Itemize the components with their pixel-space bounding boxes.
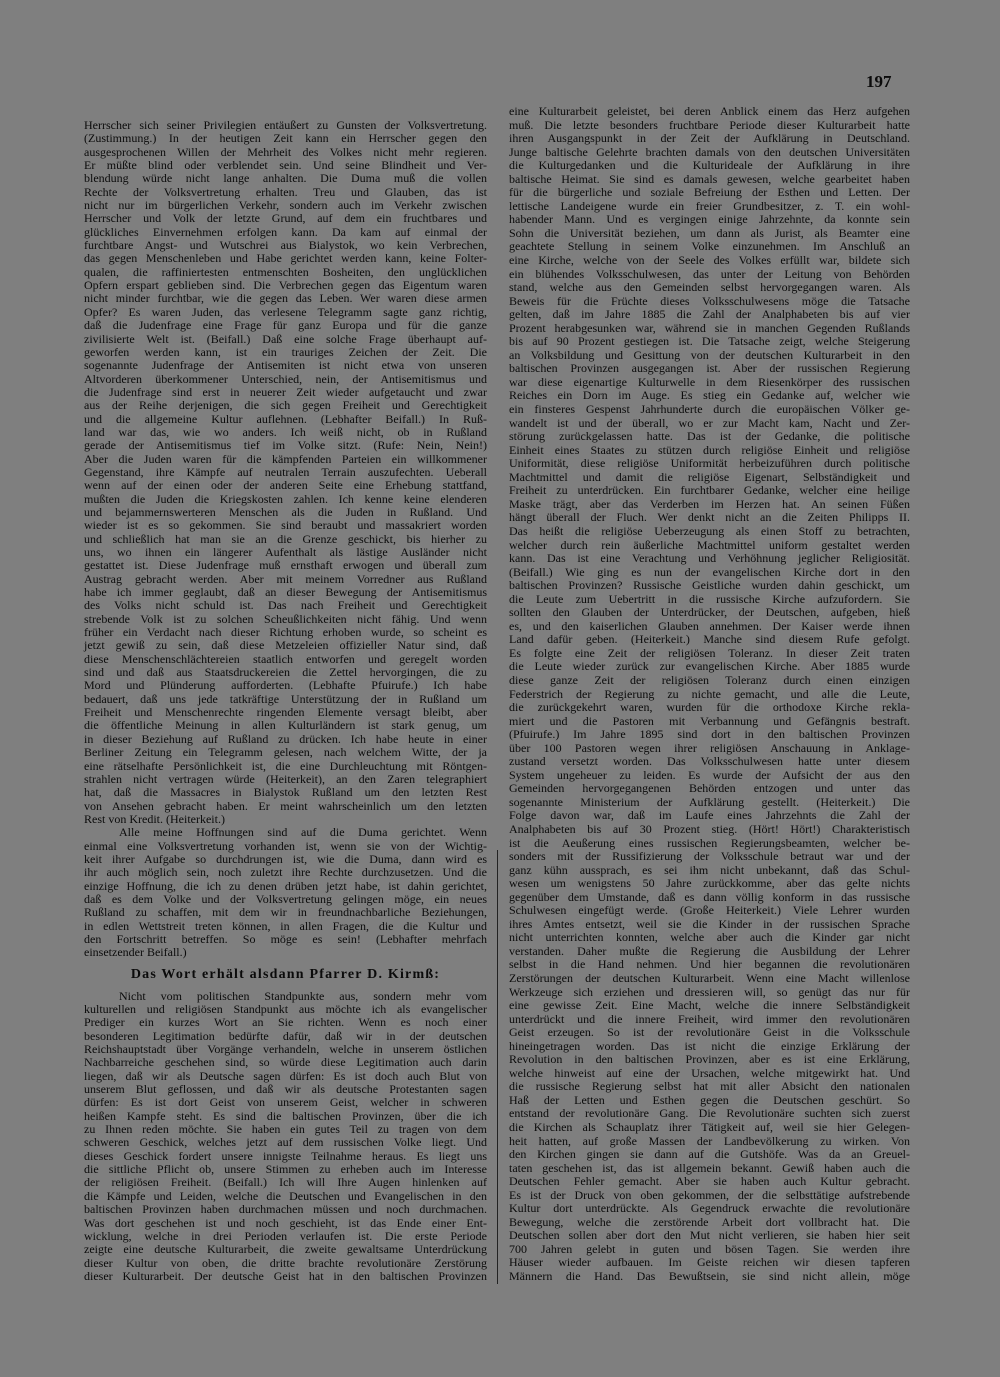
text-line: früher ein Verdacht nach dieser Richtung erhoben wurde, so scheint es <box>84 625 487 640</box>
text-line: Bewegung, welche die zerstörende Arbeit dort vollbracht hat. Die <box>509 1214 910 1229</box>
text-line: Revolution in den baltischen Provinzen, aber es ist eine Erklärung, <box>509 1052 910 1067</box>
text-line: gestattet ist. Diese Judenfrage muß ernsthaft erwogen und überall zum <box>84 558 487 573</box>
text-line: blendung würde nicht lange anhalten. Die Duma muß die vollen <box>84 171 487 186</box>
text-line: des Volks nicht schuld ist. Das nach Freiheit und Gerechtigkeit <box>84 598 487 613</box>
text-line: jetzt gewiß zu sein, daß diese Metzeleien offizieller Natur sind, daß <box>84 638 487 653</box>
text-line: keit ihrer Aufgabe so durchdrungen ist, wie die Duma, dann wird es <box>84 851 487 866</box>
text-line: und die allgemeine Kultur auflehnen. (Lebhafter Beifall.) In Ruß- <box>84 411 487 426</box>
text-line: von Ansehen gebracht haben. Er meint wahrscheinlich um den letzten <box>84 798 487 813</box>
text-line: Opfern erspart geblieben sind. Die Verbrechen gegen das Eigentum waren <box>84 278 487 293</box>
text-line: habender Mann. Und es vergingen einige Jahrzehnte, da konnte sein <box>509 212 910 227</box>
text-line: Rechte der Volksvertretung erhalten. Treu und Glauben, das ist <box>84 184 487 199</box>
text-line: Aber die Juden waren für die kämpfenden Parteien ein willkommener <box>84 451 487 466</box>
text-line: dieser Kulturarbeit. Der deutsche Geist hat in den baltischen Provinzen <box>84 1268 487 1283</box>
text-line: die Leute zum Uebertritt in die russische Kirche aufzufordern. Sie <box>509 591 910 606</box>
text-line: Folge davon war, daß im Laufe eines Jahrzehnts die Zahl der <box>509 808 910 823</box>
text-line: geachtete Stellung in seinem Volke einzunehmen. Im Anschluß an <box>509 239 910 254</box>
text-line: Federstrich der Regierung zu nichte gemacht, und alle die Leute, <box>509 686 910 701</box>
text-line: (Zustimmung.) In der heutigen Zeit kann ein Herrscher gegen den <box>84 131 487 146</box>
text-line: nicht unterrichten konnten, welche aber auch die Kinder gar nicht <box>509 930 910 945</box>
text-line: geworfen werden kann, ist ein trauriges Zeichen der Zeit. Die <box>84 344 487 359</box>
text-line: war diese eigenartige Kulturwelle in dem Riesenkörper des russischen <box>509 374 910 389</box>
text-line: sogenannte Judenfrage der Antisemiten ist nicht etwa von unseren <box>84 358 487 373</box>
text-line: eine Kirche, welche von der Seele des Volkes erfüllt war, bildete sich <box>509 253 910 268</box>
text-line: Haß der Letten und Esthen gegen die Deutschen geschürt. So <box>509 1092 910 1107</box>
text-line: stand, welche aus den Gemeinden selbst hervorgegangen waren. Als <box>509 280 910 295</box>
text-line: Werkzeuge sich erziehen und dressieren will, so genügt das nur für <box>509 984 910 999</box>
text-line: baltische Heimat. Sie sind es damals gewesen, welche gearbeitet haben <box>509 171 910 186</box>
text-line: strahlen nicht vertragen würde (Heiterkeit), an den Zaren telegraphiert <box>84 771 487 786</box>
text-line: (Pfuirufe.) Im Jahre 1895 sind dort in den baltischen Provinzen <box>509 727 910 742</box>
text-line: wesen um wenigstens 50 Jahre zurückkomme, aber das gelte nichts <box>509 876 910 891</box>
text-line: sonders mit der Russifizierung der Volksschule betraut war und der <box>509 849 910 864</box>
text-line: störung zurückgelassen hatte. Das ist der Gedanke, die politische <box>509 429 910 444</box>
text-line: einzige Hoffnung, die ich zu denen drüben jetzt habe, ist dahin gerichtet, <box>84 878 487 893</box>
text-line: Freiheit und Menschenrechte ringenden Elemente versagt bleibt, aber <box>84 705 487 720</box>
text-line: daß es dem Volke und der Volksvertretung gelingen möge, ein neues <box>84 891 487 906</box>
text-line: habe ich immer geglaubt, daß an dieser Bewegung der Antisemitismus <box>84 585 487 600</box>
paragraph <box>84 990 487 1284</box>
text-line: Schulwesen eingefügt werde. (Große Heiterkeit.) Viele Lehrer wurden <box>509 903 910 918</box>
text-line: wenn auf der einen oder der anderen Seite eine Erhebung stattfand, <box>84 478 487 493</box>
text-line: baltischen Provinzen? Russische Geistliche wurden dahin geschickt, um <box>509 578 910 593</box>
text-line: sollten den Glauben der Unterdrücker, der Deutschen, aufgeben, hieß <box>509 605 910 620</box>
text-line: zu Ihnen reden möchte. Sie haben ein gutes Teil zu tragen von dem <box>84 1122 487 1137</box>
text-line: Geist erzeugen. So ist der revolutionäre Geist in die Volksschule <box>509 1025 910 1040</box>
text-line: Reichshauptstadt über Vorgänge verhandeln, welche in unserem östlichen <box>84 1042 487 1057</box>
text-line: gerade der Antisemitismus tief im Volke sitzt. (Rufe: Nein, Nein!) <box>84 438 487 453</box>
text-line: dürfen: Es ist dort Geist von unserem Geist, welcher in schweren <box>84 1095 487 1110</box>
text-line: nicht minder furchtbar, wie die gegen das Leben. Wer waren diese armen <box>84 291 487 306</box>
text-line: Herrscher und Volk der letzte Grund, auf dem ein fruchtbares und <box>84 211 487 226</box>
text-line: hängt überall der Fluch. Wer denkt nicht an die Zeiten Philipps II. <box>509 510 910 525</box>
text-line: muß. Die letzte besonders fruchtbare Periode dieser Kulturarbeit hatte <box>509 117 910 132</box>
text-line: Nicht vom politischen Standpunkte aus, sondern mehr vom <box>119 988 487 1003</box>
text-line: Austrag gebracht werden. Aber mit meinem Vorredner aus Rußland <box>84 571 487 586</box>
text-line: Es folgte eine Zeit der religiösen Toleranz. In dieser Zeit traten <box>509 645 910 660</box>
text-line: diese ganze Zeit der religiösen Toleranz durch einen einzigen <box>509 672 910 687</box>
page-number: 197 <box>866 72 892 91</box>
text-line: Mord und Plünderung aufforderten. (Lebhafte Pfuirufe.) Ich habe <box>84 678 487 693</box>
speaker-heading: Das Wort erhält alsdann Pfarrer D. Kirmß: <box>130 966 441 982</box>
text-line: Altvorderen überkommener Unterschied, nein, der Antisemitismus und <box>84 371 487 386</box>
text-line: an Volksbildung und Gesittung von der deutschen Kulturarbeit in den <box>509 347 910 362</box>
text-line: taten geschehen ist, das ist allgemein bekannt. Gewiß haben auch die <box>509 1160 910 1175</box>
text-line: einsetzender Beifall.) <box>84 945 187 960</box>
text-line: und bejammernswerteren Menschen als die Juden in Rußland. Und <box>84 504 487 519</box>
text-line: zeigte eine deutsche Kulturarbeit, die zweite gewaltsame Unterdrückung <box>84 1242 487 1257</box>
text-line: heit hatten, auf große Massen der Landbevölkerung zu wirken. Von <box>509 1133 910 1148</box>
text-line: liegen, daß wir als Deutsche sagen dürfen: Es ist doch auch Blut von <box>84 1068 487 1083</box>
text-line: wandelt ist und der überall, wo er zur Macht kam, Nacht und Zer- <box>509 415 910 430</box>
text-line: qualen, die raffiniertesten entmenschten Bosheiten, den unglücklichen <box>84 264 487 279</box>
text-line: die russische Regierung selbst hat mit aller Absicht den nationalen <box>509 1079 910 1094</box>
text-line: die Kämpfe und Leiden, welche die Deutschen und Evangelischen in den <box>84 1188 487 1203</box>
text-line: eine rätselhafte Persönlichkeit ist, die eine Durchleuchtung mit Röntgen- <box>84 758 487 773</box>
text-line: eine gewisse Zeit. Eine Macht, welche die innere Selbständigkeit <box>509 998 910 1013</box>
text-line: Nachbarreiche geschehen sind, so würde diese Legitimation auch darin <box>84 1055 487 1070</box>
text-line: bis auf 90 Prozent gestiegen ist. Die Tatsache zeigt, welche Steigerung <box>509 334 910 349</box>
text-line: dieser Kultur von oben, die dritte brachte revolutionäre Zerstörung <box>84 1255 487 1270</box>
text-line: die öffentliche Meinung in allen Kulturländern ist stark genug, um <box>84 718 487 733</box>
text-line: baltischen Provinzen ausgegangen ist. Aber der russischen Regierung <box>509 361 910 376</box>
text-line: heißen Kampfe steht. Es sind die baltischen Provinzen, über die ich <box>84 1108 487 1123</box>
text-line: in dieser Beziehung auf Rußland zu drücken. Ich habe heute in einer <box>84 731 487 746</box>
text-line: wicklung, welche in drei Perioden verlaufen ist. Die erste Periode <box>84 1228 487 1243</box>
paragraph <box>84 826 487 959</box>
text-line: hat, daß die Massacres in Bialystok Rußland um den letzten Rest <box>84 785 487 800</box>
text-line: Zerstörungen der deutschen Kulturarbeit. Wenn eine Macht willenlose <box>509 971 910 985</box>
text-line: welcher durch rein äußerliche Machtmittel uniform gestaltet werden <box>509 537 910 552</box>
text-line: 700 Jahren gelebt in guten und bösen Tagen. Sie werden ihre <box>509 1241 910 1256</box>
text-line: Machtmittel und damit die religiöse Eigenart, Selbständigkeit und <box>509 469 910 484</box>
text-line: kann. Das ist eine Verachtung und Verhöhnung jeglicher Religiosität. <box>509 551 910 566</box>
text-line: in edlen Wettstreit treten können, in allen Fragen, die die Kultur und <box>84 918 487 933</box>
text-line: und schließlich hat man sie an die Grenze geschickt, bis hierher zu <box>84 531 487 546</box>
text-line: Land dafür geben. (Heiterkeit.) Manche sind diesem Rufe gefolgt. <box>509 632 910 647</box>
text-line: Gegenstand, ihre Kämpfe auf neutralen Terrain auszufechten. Ueberall <box>84 464 487 479</box>
text-line: Deutschen sollen aber dort den Mut nicht verlieren, sie haben hier seit <box>509 1228 910 1243</box>
text-line: hineingetragen worden. Das ist nicht die einzige Erklärung der <box>509 1038 910 1053</box>
text-line: die Kulturgedanken und die Kulturideale der Aufklärung in ihre <box>509 158 910 173</box>
text-line: Freiheit zu unterdrücken. Ein furchtbarer Gedanke, welcher eine heilige <box>509 483 910 498</box>
text-line: Einheit eines Staates zu stützen durch religiöse Einheit und religiöse <box>509 442 910 457</box>
column-divider <box>497 850 498 1284</box>
text-line: besonderen Legitimation bedürfte dafür, daß wir in der deutschen <box>84 1028 487 1043</box>
text-line: land war das, wie wo anders. Ich weiß nicht, ob in Rußland <box>84 424 487 439</box>
text-line: es, und den kaiserlichen Glauben annehmen. Der Kaiser werde ihnen <box>509 618 910 633</box>
text-line: schweren Geschick, welches jetzt auf dem russischen Volke liegt. Und <box>84 1135 487 1150</box>
text-line: Maske trägt, aber das Verderben im Herzen hat. An seinen Füßen <box>509 496 910 511</box>
text-line: die zurückgekehrt waren, wurden für die orthodoxe Kirche rekla- <box>509 700 910 715</box>
text-line: für die bürgerliche und soziale Befreiung der Esthen und Letten. Der <box>509 185 910 200</box>
text-line: kulturellen und religiösen Standpunkt aus möchte ich als evangelischer <box>84 1002 487 1016</box>
text-line: lettische Landeigene wurde ein freier Grundbesitzer, z. T. ein wohl- <box>509 198 910 213</box>
text-line: ganz kühn aussprach, es sei ihm nicht unbekannt, daß das Schul- <box>509 862 910 877</box>
text-line: die Leute wieder zurück zur evangelischen Kirche. Aber 1885 wurde <box>509 659 910 674</box>
text-line: glückliches Einvernehmen erfolgen kann. Da kam auf einmal der <box>84 224 487 239</box>
left-column <box>84 119 487 1283</box>
paragraph <box>509 105 910 1284</box>
text-line: die sittliche Pflicht ob, unsere Stimmen zu erheben auch im Interesse <box>84 1162 487 1177</box>
text-line: verstanden. Daher mußte die Regierung die Ausbildung der Lehrer <box>509 943 910 958</box>
text-line: ein blühendes Volksschulwesen, das unter der Leitung von Behörden <box>509 266 910 281</box>
text-line: miert und die Pastoren mit Verbannung und Gefängnis bestraft. <box>509 713 910 728</box>
right-column <box>509 105 910 1284</box>
text-line: Prediger ein kurzes Wort an Sie richten. Wenn es noch einer <box>84 1015 487 1030</box>
paragraph <box>84 119 487 826</box>
text-line: Opfer? Es waren Juden, das verlesene Telegramm sagte ganz richtig, <box>84 304 487 319</box>
text-line: wieder ist es so gekommen. Sie sind beraubt und massakriert worden <box>84 518 487 533</box>
text-line: strebende Volk ist zu solchen Scheußlichkeiten nicht fähig. Und wenn <box>84 611 487 626</box>
text-line: Rest von Kredit. (Heiterkeit.) <box>84 811 225 826</box>
text-line: das gegen Menschenleben und Habe gerichtet werden kann, keine Folter- <box>84 251 487 266</box>
text-line: Das heißt die religiöse Ueberzeugung als einen Stoff zu betrachten, <box>509 523 910 538</box>
text-line: uns, wo ihnen ein längerer Aufenthalt als lästige Ausländer nicht <box>84 545 487 559</box>
text-line: Deutschen Fehler gemacht. Aber sie haben auch Kultur gebracht. <box>509 1174 910 1189</box>
text-line: Häuser wieder aufbauen. Im Geiste reichen wir diesen tapferen <box>509 1255 910 1270</box>
text-line: selbst in die Hand nehmen. Und hier begannen die revolutionären <box>509 957 910 972</box>
text-line: Rußland zu schaffen, mit dem wir in freundnachbarliche Beziehungen, <box>84 905 487 920</box>
text-line: bedauert, daß uns jede tatkräftige Unterstützung der in Rußland um <box>84 691 487 706</box>
text-line: Alle meine Hoffnungen sind auf die Duma gerichtet. Wenn <box>119 825 487 840</box>
text-line: System ungeheuer zu leiden. Es wurde der Aufsicht der aus den <box>509 767 910 782</box>
text-line: eine Kulturarbeit geleistet, bei deren Anblick einem das Herz aufgehen <box>509 104 910 118</box>
text-line: einmal eine Volksvertretung vorhanden ist, wenn sie von der Wichtig- <box>84 838 487 853</box>
text-line: den Fortschritt betreffen. So möge es sein! (Lebhafter mehrfach <box>84 931 487 946</box>
text-line: ein finsteres Gespenst Jahrhunderte durch die europäischen Völker ge- <box>509 402 910 417</box>
text-line: Prozent herabgesunken war, während sie in manchen Gegenden Rußlands <box>509 320 910 335</box>
text-line: sind und daß aus Staatsdruckereien die Zettel hervorgingen, die zu <box>84 665 487 680</box>
text-line: Kultur dort unterdrückte. Als Gegendruck erwachte die revolutionäre <box>509 1201 910 1216</box>
text-line: die Judenfrage sind erst in neuerer Zeit wieder aufgetaucht und zwar <box>84 384 487 399</box>
text-line: Was dort geschehen ist und noch geschieht, ist das Ende einer Ent- <box>84 1215 487 1230</box>
text-line: Es ist der Druck von oben gekommen, der die selbsttätige aufstrebende <box>509 1187 910 1202</box>
text-line: gelten, daß im Jahre 1885 die Zahl der Analphabeten bis auf vier <box>509 307 910 322</box>
text-line: sogenannte Ministerium der Aufklärung gestellt. (Heiterkeit.) Die <box>509 794 910 809</box>
text-line: zustand versetzt worden. Das Volksschulwesen hatte unter diesem <box>509 754 910 769</box>
text-line: über 100 Pastoren wegen ihrer religiösen Anschauung in Anklage- <box>509 740 910 755</box>
text-line: ihren Ausgangspunkt in der Zeit der Aufklärung in Deutschland. <box>509 131 910 146</box>
text-line: Uniformität, diese religiöse Uniformität herbeizuführen durch politische <box>509 456 910 471</box>
text-line: den Kirchen gingen sie dann auf die Gutshöfe. Was da an Greuel- <box>509 1147 910 1162</box>
text-line: entstand der revolutionäre Gang. Die Revolutionäre suchten sich zuerst <box>509 1106 910 1121</box>
text-line: daß die Judenfrage eine Frage für ganz Europa und für die ganze <box>84 318 487 333</box>
text-line: Junge baltische Gelehrte brachten damals von den deutschen Universitäten <box>509 144 910 159</box>
text-line: ist die Aeußerung eines russischen Regierungsbeamten, welcher be- <box>509 835 910 850</box>
text-line: ihres Amtes entsetzt, weil sie die Kinder in der russischen Sprache <box>509 916 910 931</box>
text-line: ausgesprochenen Willen der Mehrheit des Volkes nicht mehr regieren. <box>84 144 487 159</box>
text-line: der religiösen Freiheit. (Beifall.) Ich will Ihre Augen hinlenken auf <box>84 1175 487 1190</box>
text-line: zivilisierte Welt ist. (Beifall.) Daß eine solche Frage überhaupt auf- <box>84 331 487 346</box>
text-line: diese Menschenschlächtereien staatlich entworfen und geregelt worden <box>84 651 487 666</box>
text-line: Analphabeten bis auf 30 Prozent stieg. (Hört! Hört!) Charakteristisch <box>509 821 910 836</box>
text-line: mußten die Juden die Kriegskosten zahlen. Ich kenne keine elenderen <box>84 491 487 506</box>
text-line: unserem Blut geflossen, und daß wir als deutsche Protestanten sagen <box>84 1082 487 1097</box>
text-line: Sohn die Universität beziehen, um dann als Jurist, als Beamter eine <box>509 225 910 240</box>
text-line: Er müßte blind oder verblendet sein. Und seine Blindheit und Ver- <box>84 158 487 173</box>
text-line: dieses Geschick fordert unsere innigste Teilnahme heraus. Es liegt uns <box>84 1148 487 1163</box>
text-line: furchtbare Angst- und Wutschrei aus Bialystok, wo kein Verbrechen, <box>84 238 487 253</box>
text-line: aus der Reihe derjenigen, die sich gegen Freiheit und Gerechtigkeit <box>84 398 487 413</box>
text-line: Herrscher sich seiner Privilegien entäußert zu Gunsten der Volksvertretung. <box>84 118 487 132</box>
text-line: Gemeinden hervorgegangenen Behörden entzogen und unter das <box>509 781 910 796</box>
text-line: die Kirchen als Schauplatz ihrer Tätigkeit auf, weil sie hier Gelegen- <box>509 1120 910 1135</box>
text-line: Berliner Zeitung ein Telegramm gelesen, nach welchem Witte, der ja <box>84 745 487 760</box>
text-line: Männern die Hand. Das Bewußtsein, sie sind nicht allein, möge <box>509 1269 910 1284</box>
text-line: Beweis für die Früchte dieses Volksschulwesens möge die Tatsache <box>509 293 910 308</box>
text-line: nicht nur im bürgerlichen Verkehr, sondern auch im Verkehr zwischen <box>84 198 487 213</box>
text-line: ihr auch möglich sein, noch zuletzt ihre Rechte durchzusetzen. Und die <box>84 865 487 880</box>
text-line: baltischen Provinzen haben durchmachen müssen und noch durchmachen. <box>84 1202 487 1217</box>
text-line: Reiches ein Dorn im Auge. Es stieg ein Gedanke auf, welcher wie <box>509 388 910 403</box>
text-line: (Beifall.) Wie ging es nun der evangelischen Kirche dort in den <box>509 564 910 579</box>
text-line: gegenüber dem Umstande, daß es dann völlig konform in das russische <box>509 889 910 904</box>
text-line: unterdrückt und die innere Freiheit, wird immer den revolutionären <box>509 1011 910 1026</box>
text-line: welche hinweist auf eine der Ursachen, welche mitgewirkt hat. Und <box>509 1065 910 1080</box>
